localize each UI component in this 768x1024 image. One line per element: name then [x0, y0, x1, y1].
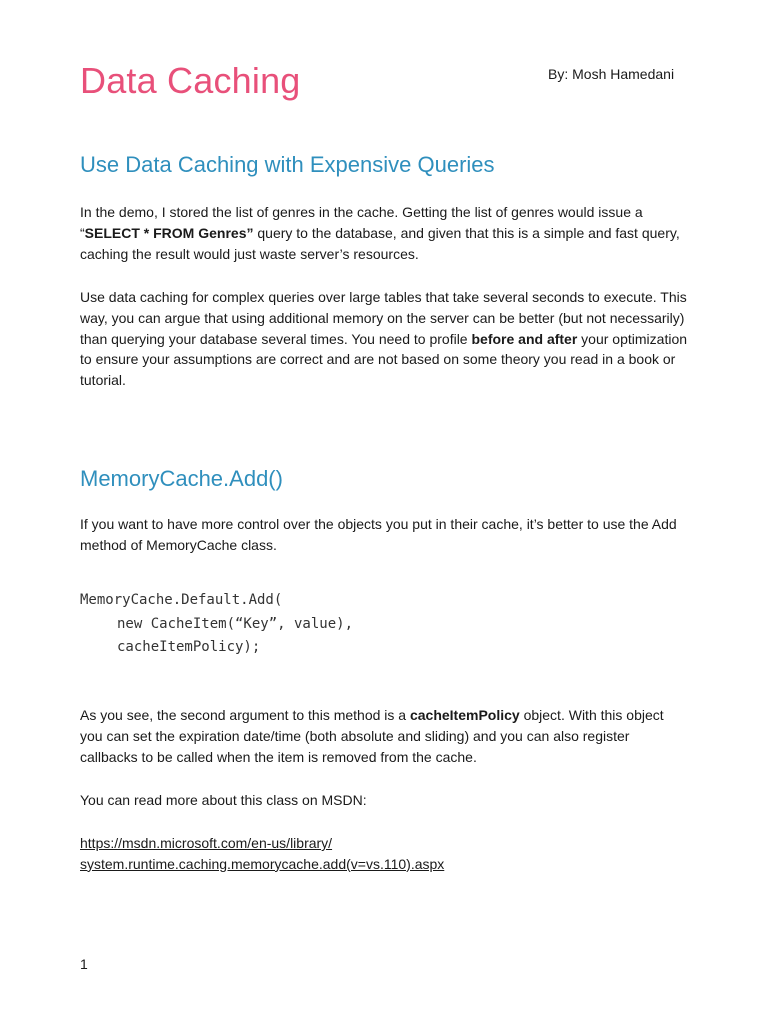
code-block	[80, 589, 353, 660]
code-line-text: cacheItemPolicy);	[117, 639, 261, 655]
msdn-link[interactable]	[80, 833, 444, 875]
bold-cacheitempolicy: cacheItemPolicy	[409, 707, 520, 723]
code-line-indented	[80, 613, 353, 637]
paragraph-text: In the demo, I stored the list of genres in the cache. Getting the list of genres would issue a “	[80, 204, 643, 241]
paragraph-complex-queries	[80, 287, 690, 391]
page-title: Data Caching	[80, 60, 301, 101]
paragraph-text: Use data caching for complex queries over large tables that take several seconds to execute. This way, you can argue that using additional memory on the server can be better (but not necessarily) than querying your database several times. You need to profile	[80, 289, 687, 347]
code-line: MemoryCache.Default.Add(	[80, 592, 283, 608]
paragraph-text: As you see, the second argument to this method is a	[80, 707, 410, 723]
paragraph-add-method: If you want to have more control over the objects you put in their cache, it’s better to use the Add method of MemoryCache class.	[80, 516, 677, 553]
page-number: 1	[80, 956, 88, 972]
link-line[interactable]: system.runtime.caching.memorycache.add(v=vs.110).aspx	[80, 855, 445, 872]
author-byline: By: Mosh Hamedani	[548, 66, 675, 82]
code-line-text: new CacheItem(“Key”, value),	[117, 615, 354, 632]
paragraph-genres-cache	[80, 202, 690, 264]
section-heading-memorycache-add: MemoryCache.Add()	[80, 466, 283, 491]
paragraph-cacheitempolicy	[80, 705, 690, 767]
paragraph-msdn: You can read more about this class on MSDN:	[80, 792, 367, 808]
section-heading-expensive-queries: Use Data Caching with Expensive Queries	[80, 152, 495, 177]
code-line-indented	[80, 636, 353, 660]
paragraph-text: object. With this object you can set the expiration date/time (both absolute and sliding) and you can also register callbacks to be called when the item is removed from the cache.	[80, 707, 664, 765]
bold-before-after: before and after	[471, 330, 578, 347]
bold-sql-query: SELECT * FROM Genres”	[84, 224, 254, 241]
link-line[interactable]: https://msdn.microsoft.com/en-us/library/	[80, 835, 333, 851]
paragraph-text: your optimization to ensure your assumptions are correct and are not based on some theory you read in a book or tutorial.	[80, 330, 688, 389]
paragraph-text: query to the database, and given that this is a simple and fast query, caching the result would just waste server’s resources.	[80, 224, 680, 262]
